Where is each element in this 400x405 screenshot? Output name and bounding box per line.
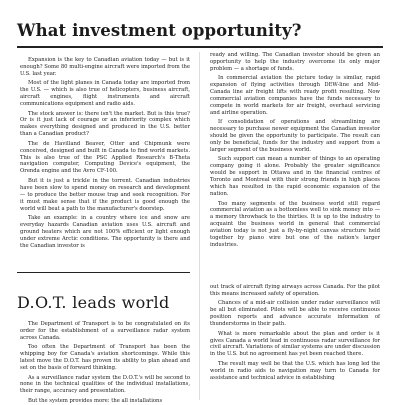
paragraph: Most of the light planes in Canada today are imported from the U.S. — which is also true of helicopters, business aircraft, aircraft engines, flight instruments and aircraft communications equipment and radio aids.	[20, 80, 190, 108]
paragraph: If consolidation of operations and streamlining are necessary to purchase newer equipment the Canadian investor should be given the opportunity to participate. The result can only be beneficial, funds for the industry and support from a larger segment of the business world.	[210, 119, 380, 153]
section-rule	[17, 272, 190, 273]
article1-right-column	[210, 52, 380, 267]
paragraph: Such support can mean a number of things to an operating company going it alone. Probably the greater significance would be support in Ottawa and in the financial centres of Toronto and Montreal with their strong friends in high places which has resulted in the rapid economic expansion of the nation.	[210, 156, 380, 197]
paragraph: What is more remarkable about the plan and order is it gives Canada a world lead in continuous radar surveillance for civil aircraft. Variations of similar systems are under discussion in the U.S. but no agreement has yet been reached there.	[210, 330, 380, 358]
paragraph: ready and willing. The Canadian investor should be given an opportunity to help the industry overcome its only major problem — a shortage of funds.	[210, 52, 380, 72]
paragraph: The de Havilland Beaver, Otter and Chipmunk were conceived, designed and built in Canada to find world markets. This is also true of the PSC Applied Research's B-Theta navigation computer, Computing Device's equipment, the Orenda engine and the Avro CF-100.	[20, 140, 190, 175]
paragraph: Chances of a mid-air collision under radar surveillance will be all but eliminated. Pilots will be able to receive continuous position reports and advance accurate information of thunderstorms in their path.	[210, 300, 380, 328]
paragraph: Too often the Department of Transport has been the whipping boy for Canada's aviation shortcomings. While this latest move the D.O.T. has proven its ability to plan ahead and set on the basis of forward thinking.	[20, 344, 190, 372]
paragraph: Take an example: in a country where ice and snow are everyday hazards Canadian aviation uses U.S. aircraft and ground heaters which are not 100% efficient or light enough under extreme Arctic conditions. The opportunity is there and the Canadian investor is	[20, 215, 190, 249]
paragraph: out track of aircraft flying airways across Canada. For the pilot this means increased safety of operation.	[210, 284, 380, 297]
article-title: What investment opportunity?	[17, 21, 302, 40]
paragraph: Too many segments of the business world still regard commercial aviation as a bottomless well to sink money into — a memory throwback to the thirties. It is up to the industry to acquaint the business world in general that commercial aviation today is not just a fly-by-night canvas structure held together by piano wire but one of the nation's larger industries.	[210, 200, 380, 248]
title-rule	[17, 46, 383, 48]
paragraph: The Department of Transport is to be congratulated on its order for the establishment of a surveillance radar system across Canada.	[20, 321, 190, 341]
paragraph: But the system provides more: the all installations	[28, 397, 163, 404]
article2-title: D.O.T. leads world	[17, 293, 170, 312]
paragraph: Expansion is the key to Canadian aviation today — but is it enough? Some 80 multi-engine aircraft were imported from the U.S. last year.	[20, 57, 190, 77]
article2-right-column	[210, 284, 380, 400]
paragraph: The stock answer is: there isn't the market. But is this true? Or is it just lack of courage or an inferiority complex which makes everything designed and produced in the U.S. better than a Canadian product?	[20, 110, 190, 138]
paragraph: But it is just a trickle in the torrent. Canadian industries have been slow to spend money on research and development — to produce the better mouse trap and seek recognition. For it must make sense that if the product is good enough the world will beat a path to the manufacturer's doorstep.	[20, 177, 190, 212]
column-gutter	[199, 52, 200, 400]
article1-left-column	[20, 57, 190, 269]
paragraph: As a surveillance radar system the D.O.T.'s will be second to none in the technical qualities of the individual installations, their range, accuracy and presentation.	[20, 374, 190, 395]
paragraph: The result may well be that the U.S. which has long led the world in radio aids to navigation may turn to Canada for assistance and technical advice in establishing	[210, 360, 380, 381]
article2-left-column	[20, 321, 190, 404]
paragraph: In commercial aviation the picture today is similar, rapid expansion of flying activities through DEW-line and Mid-Canada line air freight lifts with ready profit resulting. Now commercial aviation companies have the funds necessary to compete in world markets for air freight, overhaul servicing and airline operation.	[210, 75, 380, 116]
